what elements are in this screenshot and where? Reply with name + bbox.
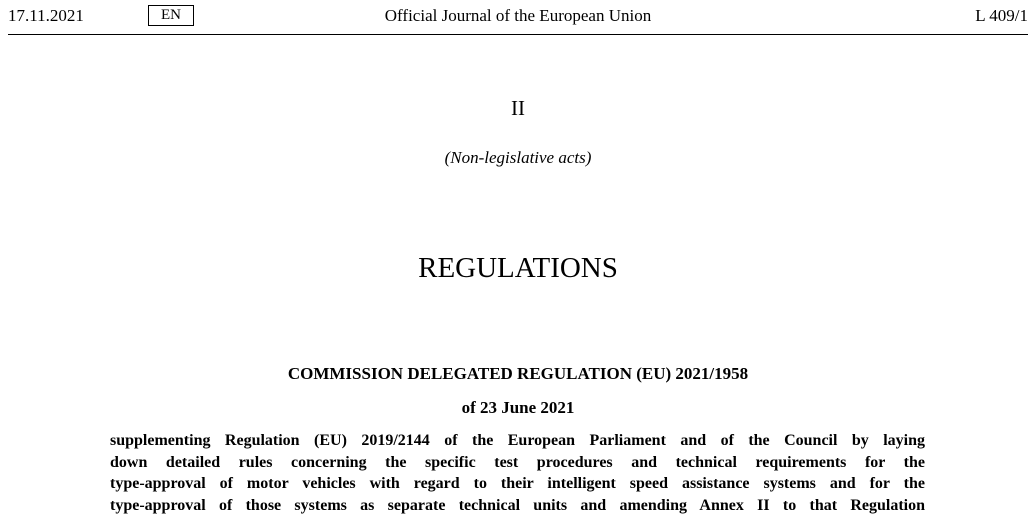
journal-title: Official Journal of the European Union <box>384 6 652 25</box>
publication-date: 17.11.2021 <box>8 6 84 25</box>
regulation-title: COMMISSION DELEGATED REGULATION (EU) 2021/1958 <box>287 364 749 383</box>
header-divider <box>8 34 1028 35</box>
subject-line: down detailed rules concerning the specific test procedures and technical requirements for the <box>110 453 925 471</box>
part-number: II <box>511 96 525 120</box>
act-type: (Non-legislative acts) <box>444 148 592 167</box>
language-badge: EN <box>148 5 194 26</box>
subject-line: type-approval of those systems as separate technical units and amending Annex II to that Regulation <box>110 496 925 514</box>
regulation-subject <box>110 430 925 516</box>
regulation-date: of 23 June 2021 <box>461 398 575 417</box>
journal-reference: L 409/1 <box>975 6 1028 25</box>
subject-line: type-approval of motor vehicles with regard to their intelligent speed assistance systems and for the <box>110 475 925 492</box>
subject-line: supplementing Regulation (EU) 2019/2144 of the European Parliament and of the Council by laying <box>110 432 925 449</box>
section-heading: REGULATIONS <box>418 252 618 284</box>
